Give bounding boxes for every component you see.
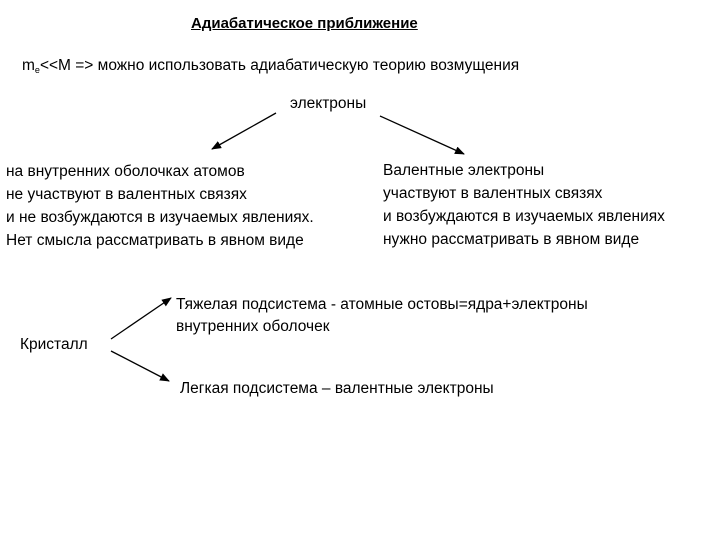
mass-subscript: e [34,65,40,75]
heavy-subsystem-line: Тяжелая подсистема - атомные остовы=ядра+электроны [176,296,588,313]
light-subsystem-label: Легкая подсистема – валентные электроны [180,380,494,397]
mass-symbol: m [22,57,35,74]
arrow-to-core-electrons [212,113,276,149]
valence-electrons-line: и возбуждаются в изучаемых явлениях [383,208,665,225]
heavy-subsystem-line: внутренних оболочек [176,318,330,335]
core-electrons-line: и не возбуждаются в изучаемых явлениях. [6,209,314,226]
valence-electrons-line: нужно рассматривать в явном виде [383,231,640,248]
valence-electrons-line: участвуют в валентных связях [383,185,603,202]
arrow-to-valence-electrons [380,116,464,154]
valence-electrons-line: Валентные электроны [383,162,545,179]
core-electrons-line: не участвуют в валентных связях [6,186,247,203]
core-electrons-line: Нет смысла рассматривать в явном виде [6,232,304,249]
crystal-label: Кристалл [20,336,88,353]
page-title: Адиабатическое приближение [191,15,418,32]
electrons-label: электроны [290,95,367,112]
arrow-to-heavy-subsystem [111,298,171,339]
core-electrons-line: на внутренних оболочках атомов [6,163,245,180]
arrow-to-light-subsystem [111,351,169,381]
condition-text: <<M => можно использовать адиабатическую теорию возмущения [39,57,520,74]
